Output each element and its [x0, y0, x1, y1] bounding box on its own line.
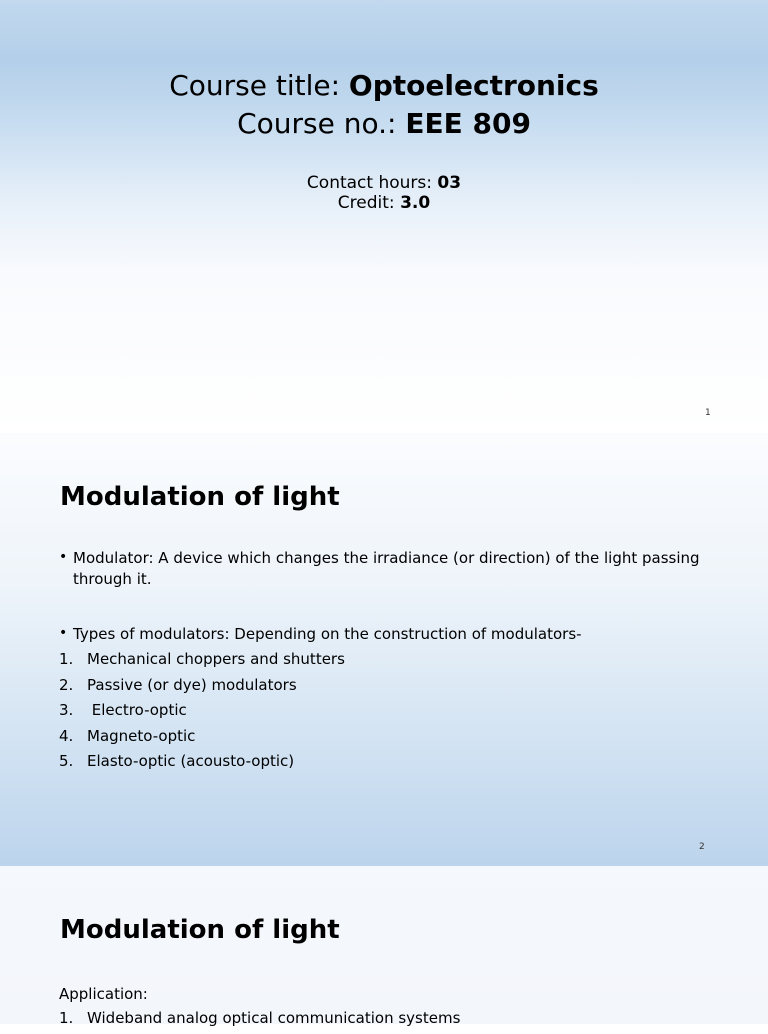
list-number: 1. — [59, 1009, 74, 1027]
slide-heading: Modulation of light — [60, 915, 340, 945]
list-number: 2. — [59, 675, 74, 694]
course-number — [0, 106, 768, 142]
application-label: Application: — [59, 985, 148, 1003]
bullet-icon: • — [59, 625, 68, 641]
modulator-types-intro: Types of modulators: Depending on the construction of modulators- — [73, 625, 582, 643]
page-number: 2 — [699, 842, 705, 852]
course-title-label: Course title: — [169, 69, 349, 102]
slide-2 — [0, 433, 768, 866]
course-number-label: Course no.: — [237, 107, 406, 140]
list-number: 5. — [59, 752, 74, 770]
credit — [0, 193, 768, 213]
contact-hours-value: 03 — [437, 173, 462, 193]
list-number: 1. — [59, 650, 74, 668]
slide-1 — [0, 0, 768, 433]
list-text: Electro-optic — [87, 701, 187, 719]
slide-3 — [0, 866, 768, 1027]
list-text: Wideband analog optical communication systems — [87, 1009, 461, 1027]
course-title-value: Optoelectronics — [348, 69, 599, 102]
contact-hours-label: Contact hours: — [306, 173, 438, 193]
contact-hours — [0, 173, 768, 193]
course-number-value: EEE 809 — [405, 107, 531, 140]
list-text: Passive (or dye) modulators — [87, 675, 297, 694]
list-text: Elasto-optic (acousto-optic) — [87, 752, 295, 770]
list-text: Magneto-optic — [87, 726, 196, 745]
bullet-icon: • — [59, 549, 68, 565]
credit-label: Credit: — [337, 193, 401, 213]
modulator-definition — [73, 548, 723, 590]
list-text: Mechanical choppers and shutters — [87, 650, 345, 668]
credit-value: 3.0 — [400, 193, 431, 213]
page-number: 1 — [705, 408, 711, 418]
slide-heading: Modulation of light — [60, 482, 340, 512]
modulator-definition-line-1: Modulator: A device which changes the irradiance (or direction) of the light passing — [73, 549, 700, 567]
modulator-definition-line-2: through it. — [73, 570, 152, 588]
course-title — [0, 68, 768, 104]
list-number: 4. — [59, 726, 74, 745]
list-number: 3. — [59, 701, 74, 719]
